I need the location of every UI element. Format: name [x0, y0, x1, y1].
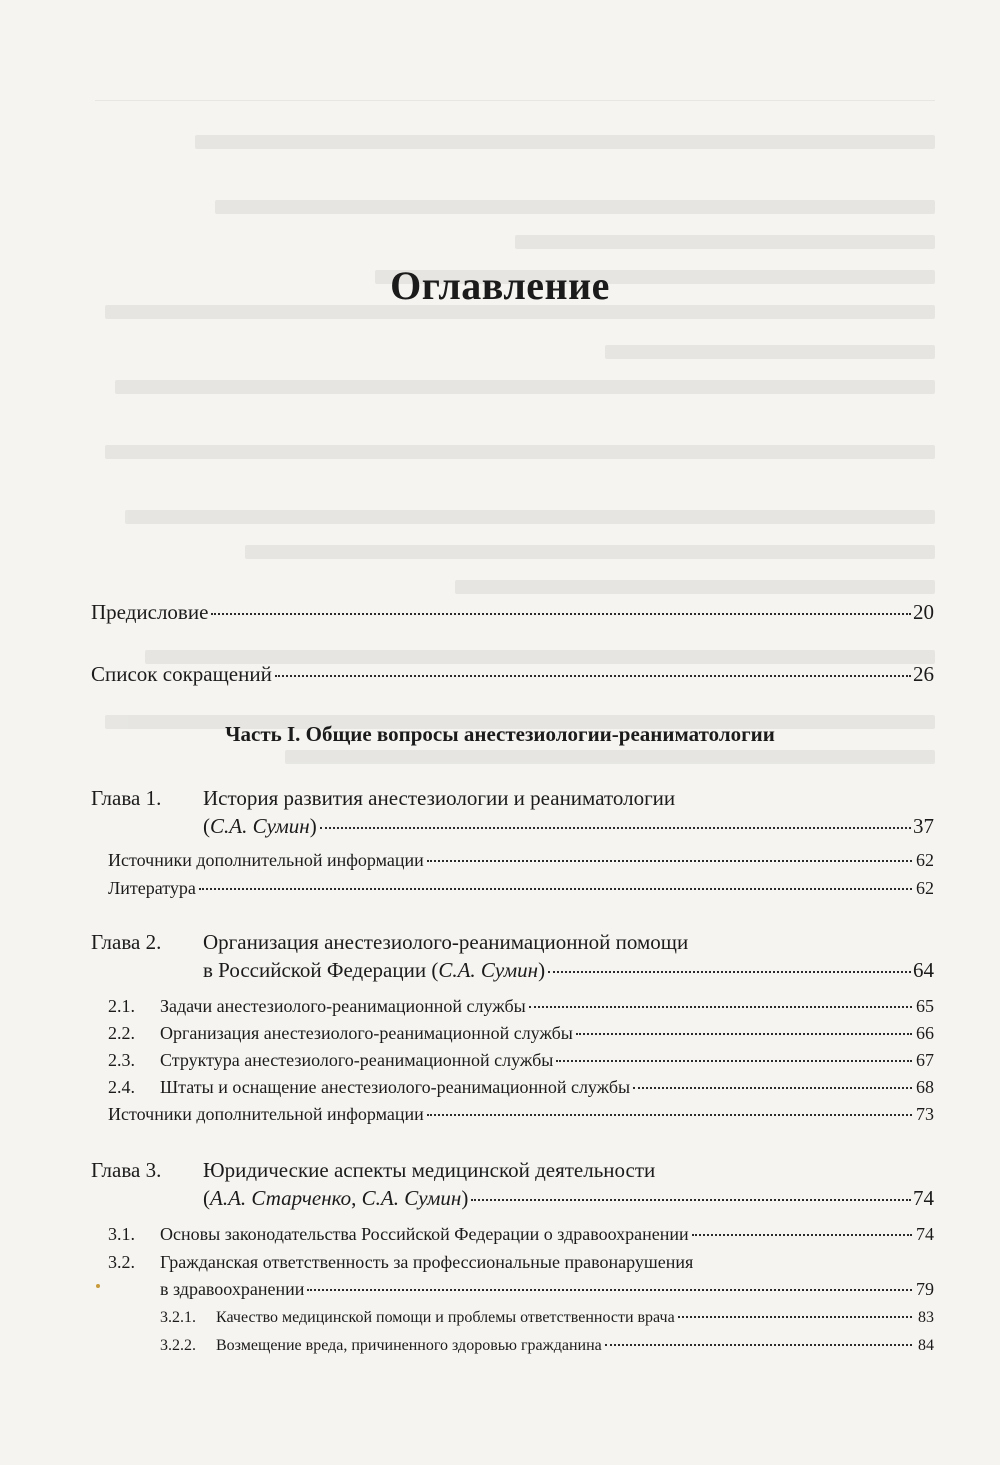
dot-leader	[605, 1344, 912, 1346]
dot-leader	[529, 1006, 912, 1008]
dot-leader	[548, 971, 911, 973]
chapter-title-line: Организация анестезиолого-реанимационной помощи	[203, 930, 689, 954]
section-number: 2.1.	[108, 996, 135, 1016]
dot-leader	[633, 1087, 912, 1089]
chapter-author: (А.А. Старченко, С.А. Сумин)	[203, 1186, 469, 1210]
toc-section-entry[interactable]	[108, 1048, 934, 1072]
section-number: 3.1.	[108, 1224, 135, 1244]
toc-subsection-entry[interactable]	[160, 1306, 934, 1330]
chapter-entry-3[interactable]	[203, 1186, 934, 1210]
toc-page-number: 26	[913, 662, 934, 686]
author-name: С.А. Сумин	[210, 814, 310, 838]
toc-entry-label: в здравоохранении	[160, 1279, 305, 1299]
page-title: Оглавление	[390, 263, 610, 308]
dot-leader	[199, 888, 912, 890]
toc-entry-preface[interactable]	[91, 600, 934, 624]
toc-section-entry[interactable]	[108, 994, 934, 1018]
author-name: С.А. Сумин	[361, 1186, 462, 1210]
dot-leader	[471, 1199, 911, 1201]
toc-page-number: 68	[916, 1077, 934, 1097]
toc-entry-label: Литература	[108, 878, 196, 898]
toc-page-number: 37	[913, 814, 934, 838]
section-number: 2.2.	[108, 1023, 135, 1043]
chapter-number: Глава 3.	[91, 1158, 162, 1182]
dot-leader	[307, 1289, 912, 1291]
chapter-title-line: Юридические аспекты медицинской деятельности	[203, 1158, 656, 1182]
toc-entry-label: Организация анестезиолого-реанимационной службы	[160, 1023, 573, 1043]
dot-leader	[576, 1033, 912, 1035]
dot-leader	[678, 1316, 912, 1318]
toc-page-number: 67	[916, 1050, 934, 1070]
toc-section-heading	[108, 1250, 934, 1274]
toc-entry-label: Список сокращений	[91, 662, 272, 686]
toc-section-entry[interactable]	[108, 1075, 934, 1099]
toc-entry-label: Качество медицинской помощи и проблемы ответственности врача	[216, 1309, 675, 1326]
chapter-entry-1[interactable]	[203, 814, 934, 838]
toc-entry[interactable]	[108, 1102, 934, 1126]
dot-leader	[320, 827, 911, 829]
toc-entry[interactable]	[108, 848, 934, 872]
toc-page-number: 64	[913, 958, 934, 982]
toc-entry-label: Основы законодательства Российской Федерации о здравоохранении	[160, 1224, 689, 1244]
toc-page-number: 65	[916, 996, 934, 1016]
toc-page-number: 79	[916, 1279, 934, 1299]
toc-entry-label: Структура анестезиолого-реанимационной службы	[160, 1050, 554, 1070]
toc-page-number: 74	[916, 1224, 934, 1244]
toc-page-number: 73	[916, 1104, 934, 1124]
toc-entry-label: Источники дополнительной информации	[108, 850, 424, 870]
chapter-title-line: в Российской Федерации (С.А. Сумин)	[203, 958, 546, 982]
dot-leader	[556, 1060, 912, 1062]
dot-leader	[692, 1234, 912, 1236]
toc-entry-abbreviations[interactable]	[91, 662, 934, 686]
dot-leader	[427, 860, 912, 862]
toc-entry[interactable]	[108, 876, 934, 900]
subsection-number: 3.2.1.	[160, 1309, 196, 1326]
toc-entry-label: Источники дополнительной информации	[108, 1104, 424, 1124]
toc-page-number: 74	[913, 1186, 934, 1210]
toc-page-number: 66	[916, 1023, 934, 1043]
toc-section-entry[interactable]	[108, 1021, 934, 1045]
toc-entry-label: Гражданская ответственность за профессиональные правонарушения	[160, 1252, 694, 1272]
section-number: 2.3.	[108, 1050, 135, 1070]
section-number: 2.4.	[108, 1077, 135, 1097]
dot-leader	[427, 1114, 912, 1116]
toc-entry-label: Возмещение вреда, причиненного здоровью гражданина	[216, 1337, 602, 1354]
chapter-title-text: в Российской Федерации	[203, 958, 427, 982]
chapter-entry-2[interactable]	[203, 958, 934, 982]
chapter-author: (С.А. Сумин)	[203, 814, 317, 838]
chapter-number: Глава 1.	[91, 786, 162, 810]
toc-entry-label: Задачи анестезиолого-реанимационной службы	[160, 996, 526, 1016]
toc-entry-label: Предисловие	[91, 600, 209, 624]
chapter-title-line: История развития анестезиологии и реаниматологии	[203, 786, 676, 810]
toc-subsection-entry[interactable]	[160, 1334, 934, 1358]
author-name: А.А. Старченко	[210, 1186, 352, 1210]
print-speck	[96, 1284, 100, 1288]
dot-leader	[211, 613, 911, 615]
toc-page-number: 20	[913, 600, 934, 624]
chapter-number: Глава 2.	[91, 930, 162, 954]
dot-leader	[275, 675, 911, 677]
toc-section-entry[interactable]	[160, 1277, 934, 1301]
toc-entry-label: Штаты и оснащение анестезиолого-реанимационной службы	[160, 1077, 631, 1097]
toc-page-number: 62	[916, 878, 934, 898]
part-heading: Часть I. Общие вопросы анестезиологии-реаниматологии	[225, 722, 775, 746]
toc-section-entry[interactable]	[108, 1222, 934, 1246]
toc-page-number: 84	[918, 1337, 934, 1354]
toc-page-number: 62	[916, 850, 934, 870]
section-number: 3.2.	[108, 1252, 135, 1272]
author-name: С.А. Сумин	[438, 958, 539, 982]
toc-page-number: 83	[918, 1309, 934, 1326]
subsection-number: 3.2.2.	[160, 1337, 196, 1354]
